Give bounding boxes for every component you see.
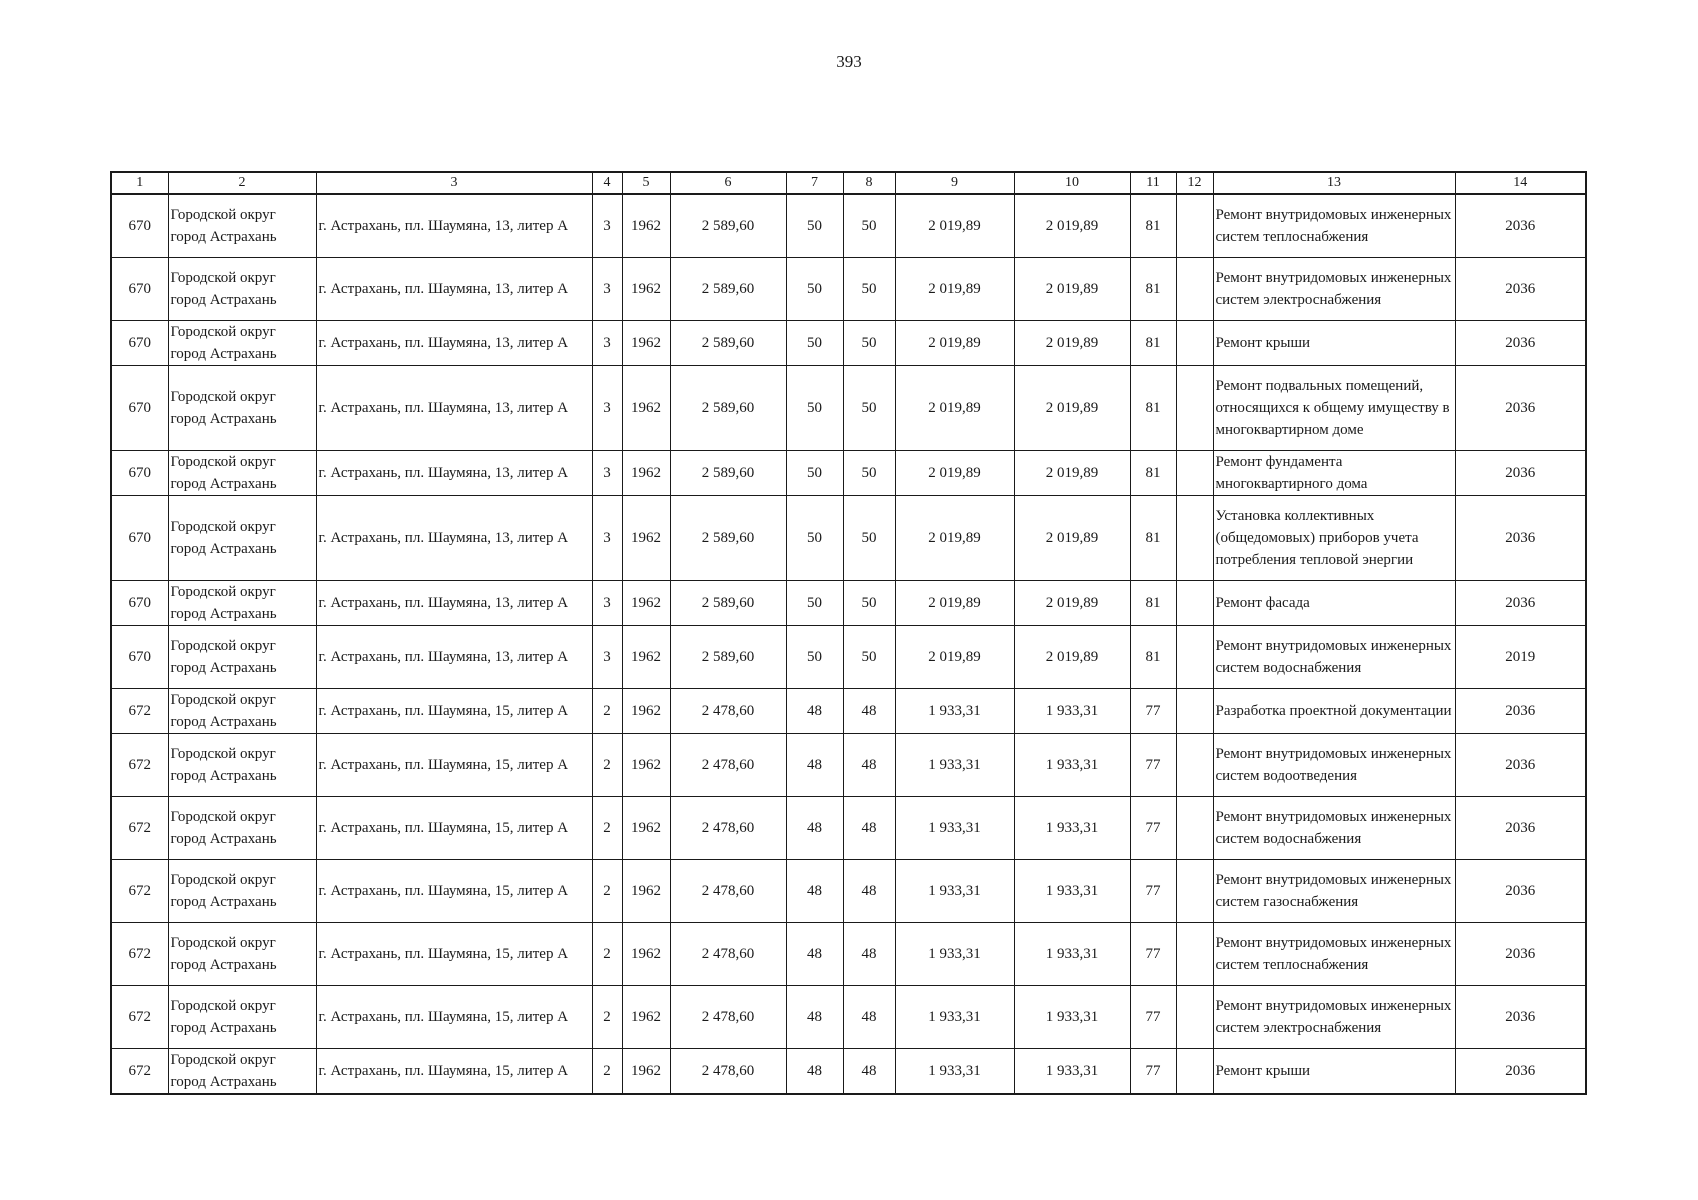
cell-col-9: 1 933,31 — [895, 922, 1014, 985]
cell-col-12 — [1176, 194, 1213, 257]
column-header: 3 — [316, 172, 592, 194]
cell-floors: 2 — [592, 733, 622, 796]
cell-planned-year: 2036 — [1455, 985, 1586, 1048]
cell-col-9: 1 933,31 — [895, 985, 1014, 1048]
cell-area: 2 589,60 — [670, 495, 786, 580]
cell-floors: 3 — [592, 450, 622, 495]
cell-planned-year: 2036 — [1455, 580, 1586, 625]
cell-planned-year: 2036 — [1455, 859, 1586, 922]
table-row — [111, 495, 1586, 580]
cell-address: г. Астрахань, пл. Шаумяна, 13, литер А — [316, 320, 592, 365]
cell-work-type: Ремонт внутридомовых инженерных систем теплоснабжения — [1213, 922, 1455, 985]
cell-planned-year: 2036 — [1455, 257, 1586, 320]
table-row — [111, 580, 1586, 625]
cell-municipality: Городской округ город Астрахань — [168, 1048, 316, 1094]
cell-year: 1962 — [622, 922, 670, 985]
cell-col-10: 1 933,31 — [1014, 922, 1130, 985]
cell-municipality: Городской округ город Астрахань — [168, 365, 316, 450]
cell-planned-year: 2036 — [1455, 194, 1586, 257]
cell-col-7: 48 — [786, 985, 843, 1048]
cell-year: 1962 — [622, 495, 670, 580]
cell-area: 2 589,60 — [670, 450, 786, 495]
cell-col-12 — [1176, 257, 1213, 320]
column-header: 1 — [111, 172, 168, 194]
cell-col-8: 48 — [843, 688, 895, 733]
cell-col-9: 1 933,31 — [895, 1048, 1014, 1094]
cell-year: 1962 — [622, 733, 670, 796]
cell-col-8: 48 — [843, 985, 895, 1048]
cell-planned-year: 2019 — [1455, 625, 1586, 688]
cell-floors: 3 — [592, 365, 622, 450]
cell-planned-year: 2036 — [1455, 320, 1586, 365]
table-row — [111, 257, 1586, 320]
cell-col-12 — [1176, 320, 1213, 365]
cell-col-10: 2 019,89 — [1014, 257, 1130, 320]
cell-col-12 — [1176, 1048, 1213, 1094]
cell-col-7: 50 — [786, 625, 843, 688]
cell-col-10: 1 933,31 — [1014, 985, 1130, 1048]
cell-area: 2 589,60 — [670, 625, 786, 688]
cell-col-9: 2 019,89 — [895, 450, 1014, 495]
cell-col-8: 50 — [843, 320, 895, 365]
cell-work-type: Ремонт внутридомовых инженерных систем водоотведения — [1213, 733, 1455, 796]
cell-municipality: Городской округ город Астрахань — [168, 194, 316, 257]
table-row — [111, 320, 1586, 365]
cell-col-10: 2 019,89 — [1014, 365, 1130, 450]
table-body — [111, 194, 1586, 1094]
cell-municipality: Городской округ город Астрахань — [168, 796, 316, 859]
cell-col-12 — [1176, 365, 1213, 450]
capital-repair-table — [110, 171, 1587, 1095]
cell-floors: 2 — [592, 859, 622, 922]
cell-municipality: Городской округ город Астрахань — [168, 495, 316, 580]
cell-col-10: 2 019,89 — [1014, 450, 1130, 495]
cell-col-12 — [1176, 922, 1213, 985]
cell-col-8: 48 — [843, 859, 895, 922]
cell-year: 1962 — [622, 580, 670, 625]
table-row — [111, 365, 1586, 450]
cell-col-12 — [1176, 796, 1213, 859]
page-number: 393 — [836, 52, 862, 71]
cell-col-9: 2 019,89 — [895, 365, 1014, 450]
cell-col-9: 2 019,89 — [895, 580, 1014, 625]
column-header: 9 — [895, 172, 1014, 194]
cell-col-11: 77 — [1130, 985, 1176, 1048]
table-row — [111, 922, 1586, 985]
table-row — [111, 985, 1586, 1048]
cell-col-10: 2 019,89 — [1014, 194, 1130, 257]
cell-col-11: 77 — [1130, 859, 1176, 922]
cell-col-10: 1 933,31 — [1014, 733, 1130, 796]
cell-col-8: 50 — [843, 495, 895, 580]
cell-row-number: 672 — [111, 985, 168, 1048]
cell-row-number: 672 — [111, 688, 168, 733]
cell-col-10: 2 019,89 — [1014, 625, 1130, 688]
column-header: 2 — [168, 172, 316, 194]
cell-col-7: 48 — [786, 796, 843, 859]
table-row — [111, 1048, 1586, 1094]
cell-planned-year: 2036 — [1455, 495, 1586, 580]
cell-floors: 2 — [592, 922, 622, 985]
cell-year: 1962 — [622, 1048, 670, 1094]
cell-area: 2 478,60 — [670, 859, 786, 922]
cell-area: 2 589,60 — [670, 320, 786, 365]
cell-row-number: 670 — [111, 580, 168, 625]
cell-col-11: 81 — [1130, 580, 1176, 625]
cell-area: 2 589,60 — [670, 257, 786, 320]
cell-municipality: Городской округ город Астрахань — [168, 257, 316, 320]
cell-municipality: Городской округ город Астрахань — [168, 580, 316, 625]
table-row — [111, 796, 1586, 859]
cell-col-9: 2 019,89 — [895, 320, 1014, 365]
cell-planned-year: 2036 — [1455, 450, 1586, 495]
cell-col-8: 48 — [843, 733, 895, 796]
cell-area: 2 478,60 — [670, 985, 786, 1048]
column-header: 4 — [592, 172, 622, 194]
cell-address: г. Астрахань, пл. Шаумяна, 13, литер А — [316, 450, 592, 495]
cell-area: 2 478,60 — [670, 1048, 786, 1094]
cell-row-number: 672 — [111, 1048, 168, 1094]
cell-work-type: Ремонт крыши — [1213, 1048, 1455, 1094]
column-header: 13 — [1213, 172, 1455, 194]
cell-col-8: 50 — [843, 365, 895, 450]
cell-col-12 — [1176, 688, 1213, 733]
cell-col-9: 2 019,89 — [895, 257, 1014, 320]
cell-col-11: 81 — [1130, 257, 1176, 320]
cell-planned-year: 2036 — [1455, 796, 1586, 859]
cell-col-7: 50 — [786, 495, 843, 580]
cell-col-10: 1 933,31 — [1014, 1048, 1130, 1094]
cell-row-number: 670 — [111, 320, 168, 365]
cell-col-10: 2 019,89 — [1014, 580, 1130, 625]
cell-floors: 3 — [592, 320, 622, 365]
column-header: 10 — [1014, 172, 1130, 194]
cell-col-11: 77 — [1130, 688, 1176, 733]
cell-municipality: Городской округ город Астрахань — [168, 688, 316, 733]
cell-col-12 — [1176, 580, 1213, 625]
cell-planned-year: 2036 — [1455, 688, 1586, 733]
cell-address: г. Астрахань, пл. Шаумяна, 13, литер А — [316, 194, 592, 257]
cell-address: г. Астрахань, пл. Шаумяна, 15, литер А — [316, 688, 592, 733]
cell-year: 1962 — [622, 859, 670, 922]
cell-row-number: 670 — [111, 625, 168, 688]
cell-work-type: Установка коллективных (общедомовых) приборов учета потребления тепловой энергии — [1213, 495, 1455, 580]
column-number-row — [111, 172, 1586, 194]
cell-col-12 — [1176, 733, 1213, 796]
cell-municipality: Городской округ город Астрахань — [168, 733, 316, 796]
cell-municipality: Городской округ город Астрахань — [168, 985, 316, 1048]
cell-address: г. Астрахань, пл. Шаумяна, 13, литер А — [316, 580, 592, 625]
column-header: 6 — [670, 172, 786, 194]
cell-col-11: 77 — [1130, 922, 1176, 985]
cell-row-number: 670 — [111, 365, 168, 450]
cell-year: 1962 — [622, 450, 670, 495]
table-row — [111, 859, 1586, 922]
cell-col-8: 48 — [843, 922, 895, 985]
cell-floors: 3 — [592, 580, 622, 625]
cell-work-type: Ремонт внутридомовых инженерных систем водоснабжения — [1213, 625, 1455, 688]
cell-work-type: Ремонт внутридомовых инженерных систем водоснабжения — [1213, 796, 1455, 859]
cell-year: 1962 — [622, 257, 670, 320]
cell-col-11: 81 — [1130, 320, 1176, 365]
cell-planned-year: 2036 — [1455, 1048, 1586, 1094]
cell-col-9: 1 933,31 — [895, 859, 1014, 922]
cell-address: г. Астрахань, пл. Шаумяна, 15, литер А — [316, 859, 592, 922]
table-row — [111, 194, 1586, 257]
cell-col-11: 77 — [1130, 796, 1176, 859]
cell-municipality: Городской округ город Астрахань — [168, 320, 316, 365]
cell-col-10: 2 019,89 — [1014, 495, 1130, 580]
cell-col-8: 48 — [843, 1048, 895, 1094]
cell-row-number: 670 — [111, 495, 168, 580]
cell-col-7: 48 — [786, 688, 843, 733]
cell-col-9: 2 019,89 — [895, 495, 1014, 580]
cell-floors: 2 — [592, 796, 622, 859]
cell-work-type: Ремонт внутридомовых инженерных систем электроснабжения — [1213, 985, 1455, 1048]
cell-col-9: 1 933,31 — [895, 688, 1014, 733]
cell-year: 1962 — [622, 688, 670, 733]
cell-address: г. Астрахань, пл. Шаумяна, 13, литер А — [316, 257, 592, 320]
cell-area: 2 478,60 — [670, 796, 786, 859]
cell-address: г. Астрахань, пл. Шаумяна, 13, литер А — [316, 365, 592, 450]
cell-col-10: 1 933,31 — [1014, 796, 1130, 859]
cell-floors: 3 — [592, 257, 622, 320]
cell-planned-year: 2036 — [1455, 922, 1586, 985]
column-header: 11 — [1130, 172, 1176, 194]
cell-col-11: 81 — [1130, 194, 1176, 257]
cell-col-7: 48 — [786, 733, 843, 796]
cell-floors: 2 — [592, 688, 622, 733]
cell-col-7: 48 — [786, 1048, 843, 1094]
cell-floors: 2 — [592, 1048, 622, 1094]
cell-area: 2 478,60 — [670, 688, 786, 733]
cell-year: 1962 — [622, 796, 670, 859]
cell-col-9: 2 019,89 — [895, 194, 1014, 257]
cell-work-type: Ремонт внутридомовых инженерных систем электроснабжения — [1213, 257, 1455, 320]
cell-address: г. Астрахань, пл. Шаумяна, 15, литер А — [316, 922, 592, 985]
cell-work-type: Ремонт внутридомовых инженерных систем газоснабжения — [1213, 859, 1455, 922]
cell-year: 1962 — [622, 365, 670, 450]
cell-col-12 — [1176, 985, 1213, 1048]
cell-area: 2 478,60 — [670, 922, 786, 985]
cell-col-10: 1 933,31 — [1014, 688, 1130, 733]
cell-municipality: Городской округ город Астрахань — [168, 922, 316, 985]
cell-year: 1962 — [622, 625, 670, 688]
cell-work-type: Ремонт внутридомовых инженерных систем теплоснабжения — [1213, 194, 1455, 257]
cell-col-8: 50 — [843, 625, 895, 688]
cell-row-number: 672 — [111, 922, 168, 985]
cell-col-10: 2 019,89 — [1014, 320, 1130, 365]
cell-address: г. Астрахань, пл. Шаумяна, 15, литер А — [316, 796, 592, 859]
cell-work-type: Ремонт фундамента многоквартирного дома — [1213, 450, 1455, 495]
cell-address: г. Астрахань, пл. Шаумяна, 15, литер А — [316, 985, 592, 1048]
cell-col-11: 81 — [1130, 365, 1176, 450]
cell-floors: 2 — [592, 985, 622, 1048]
cell-col-9: 2 019,89 — [895, 625, 1014, 688]
cell-work-type: Разработка проектной документации — [1213, 688, 1455, 733]
cell-col-9: 1 933,31 — [895, 796, 1014, 859]
cell-municipality: Городской округ город Астрахань — [168, 625, 316, 688]
cell-work-type: Ремонт фасада — [1213, 580, 1455, 625]
cell-floors: 3 — [592, 495, 622, 580]
cell-col-11: 77 — [1130, 733, 1176, 796]
cell-row-number: 670 — [111, 194, 168, 257]
cell-address: г. Астрахань, пл. Шаумяна, 13, литер А — [316, 625, 592, 688]
cell-col-10: 1 933,31 — [1014, 859, 1130, 922]
cell-work-type: Ремонт крыши — [1213, 320, 1455, 365]
cell-floors: 3 — [592, 194, 622, 257]
cell-col-11: 81 — [1130, 450, 1176, 495]
cell-address: г. Астрахань, пл. Шаумяна, 15, литер А — [316, 1048, 592, 1094]
cell-col-11: 81 — [1130, 495, 1176, 580]
table-row — [111, 450, 1586, 495]
cell-col-12 — [1176, 450, 1213, 495]
cell-col-7: 50 — [786, 194, 843, 257]
cell-year: 1962 — [622, 985, 670, 1048]
cell-col-12 — [1176, 495, 1213, 580]
cell-year: 1962 — [622, 320, 670, 365]
cell-col-8: 50 — [843, 194, 895, 257]
cell-col-8: 50 — [843, 580, 895, 625]
cell-row-number: 670 — [111, 450, 168, 495]
cell-row-number: 670 — [111, 257, 168, 320]
cell-col-11: 81 — [1130, 625, 1176, 688]
table-row — [111, 733, 1586, 796]
column-header: 7 — [786, 172, 843, 194]
cell-col-7: 50 — [786, 580, 843, 625]
cell-address: г. Астрахань, пл. Шаумяна, 13, литер А — [316, 495, 592, 580]
cell-col-12 — [1176, 859, 1213, 922]
cell-municipality: Городской округ город Астрахань — [168, 450, 316, 495]
table-row — [111, 625, 1586, 688]
cell-work-type: Ремонт подвальных помещений, относящихся к общему имуществу в многоквартирном доме — [1213, 365, 1455, 450]
cell-col-7: 50 — [786, 365, 843, 450]
cell-col-7: 50 — [786, 320, 843, 365]
column-header: 8 — [843, 172, 895, 194]
cell-row-number: 672 — [111, 796, 168, 859]
cell-col-8: 50 — [843, 257, 895, 320]
column-header: 12 — [1176, 172, 1213, 194]
cell-planned-year: 2036 — [1455, 365, 1586, 450]
cell-col-7: 50 — [786, 450, 843, 495]
column-header: 14 — [1455, 172, 1586, 194]
cell-area: 2 478,60 — [670, 733, 786, 796]
cell-col-8: 50 — [843, 450, 895, 495]
column-header: 5 — [622, 172, 670, 194]
cell-area: 2 589,60 — [670, 365, 786, 450]
cell-year: 1962 — [622, 194, 670, 257]
cell-planned-year: 2036 — [1455, 733, 1586, 796]
cell-row-number: 672 — [111, 733, 168, 796]
cell-col-11: 77 — [1130, 1048, 1176, 1094]
cell-col-8: 48 — [843, 796, 895, 859]
cell-floors: 3 — [592, 625, 622, 688]
cell-col-12 — [1176, 625, 1213, 688]
cell-address: г. Астрахань, пл. Шаумяна, 15, литер А — [316, 733, 592, 796]
cell-col-9: 1 933,31 — [895, 733, 1014, 796]
cell-municipality: Городской округ город Астрахань — [168, 859, 316, 922]
cell-area: 2 589,60 — [670, 580, 786, 625]
cell-col-7: 48 — [786, 922, 843, 985]
cell-area: 2 589,60 — [670, 194, 786, 257]
cell-col-7: 48 — [786, 859, 843, 922]
table-row — [111, 688, 1586, 733]
cell-row-number: 672 — [111, 859, 168, 922]
cell-col-7: 50 — [786, 257, 843, 320]
